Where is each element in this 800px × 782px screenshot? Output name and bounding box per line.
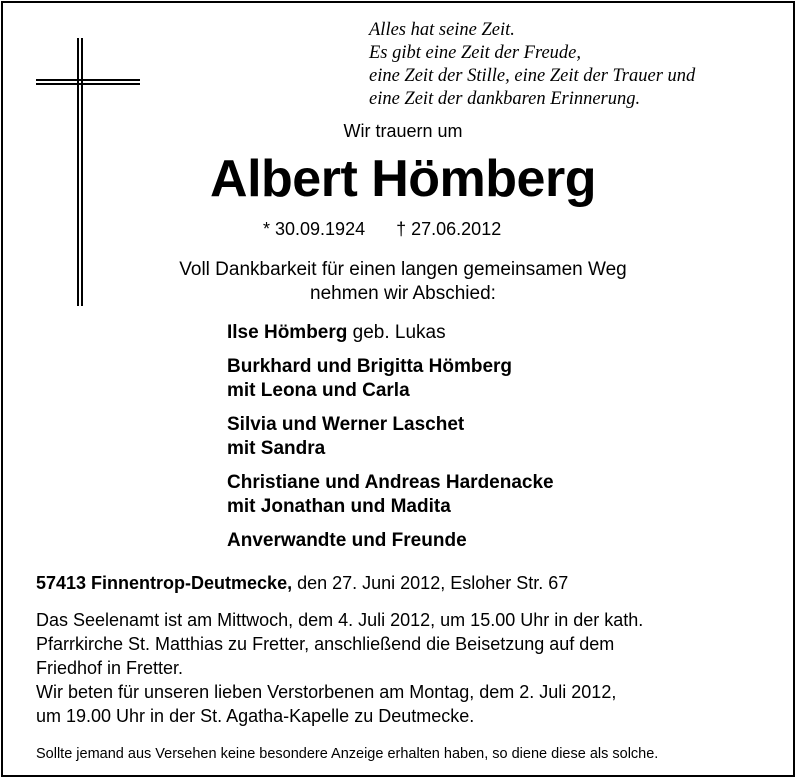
quote-line: eine Zeit der Stille, eine Zeit der Trauer und xyxy=(369,66,696,86)
address-city: 57413 Finnentrop-Deutmecke, xyxy=(36,573,293,593)
farewell-text xyxy=(3,258,800,306)
notification-disclaimer: Sollte jemand aus Versehen keine besondere Anzeige erhalten haben, so diene diese als solche. xyxy=(36,746,659,762)
service-line: Pfarrkirche St. Matthias zu Fretter, anschließend die Beisetzung auf dem xyxy=(36,634,615,654)
farewell-line: Voll Dankbarkeit für einen langen gemeinsamen Weg xyxy=(179,259,627,280)
deceased-name: Albert Hömberg xyxy=(210,150,596,208)
birth-date: * 30.09.1924 xyxy=(263,219,366,239)
mourner-name: Ilse Hömberg xyxy=(227,322,348,343)
mourner-name: Silvia und Werner Laschet xyxy=(227,414,465,435)
mourner-entry xyxy=(227,413,554,461)
service-line: Wir beten für unseren lieben Verstorbenen am Montag, dem 2. Juli 2012, xyxy=(36,682,617,702)
cross-horizontal-beam xyxy=(36,79,140,85)
address-details: den 27. Juni 2012, Esloher Str. 67 xyxy=(292,573,569,593)
mourner-entry xyxy=(227,471,554,519)
service-line: Das Seelenamt ist am Mittwoch, dem 4. Juli 2012, um 15.00 Uhr in der kath. xyxy=(36,610,644,630)
quote-line: Es gibt eine Zeit der Freude, xyxy=(369,43,582,63)
service-information xyxy=(36,608,643,728)
mourner-name: Anverwandte und Freunde xyxy=(227,530,467,551)
memorial-quote xyxy=(369,19,695,111)
life-dates xyxy=(263,219,501,240)
quote-line: Alles hat seine Zeit. xyxy=(369,20,515,40)
death-date: † 27.06.2012 xyxy=(396,219,502,239)
farewell-line: nehmen wir Abschied: xyxy=(310,283,496,304)
mourner-name: Christiane und Andreas Hardenacke xyxy=(227,472,554,493)
mourning-intro: Wir trauern um xyxy=(343,121,463,141)
obituary-notice xyxy=(1,1,795,777)
mourner-name: Burkhard und Brigitta Hömberg xyxy=(227,356,513,377)
mourner-children: mit Leona und Carla xyxy=(227,380,410,401)
mourner-maiden-name: geb. Lukas xyxy=(347,322,446,343)
service-line: um 19.00 Uhr in der St. Agatha-Kapelle zu Deutmecke. xyxy=(36,706,475,726)
mourner-entry xyxy=(227,321,554,345)
service-line: Friedhof in Fretter. xyxy=(36,658,184,678)
mourner-children: mit Sandra xyxy=(227,438,326,459)
mourner-children: mit Jonathan und Madita xyxy=(227,496,451,517)
quote-line: eine Zeit der dankbaren Erinnerung. xyxy=(369,89,641,109)
address-line xyxy=(36,573,568,594)
mourner-entry xyxy=(227,355,554,403)
mourner-entry xyxy=(227,529,554,553)
mourners-list xyxy=(227,321,554,553)
